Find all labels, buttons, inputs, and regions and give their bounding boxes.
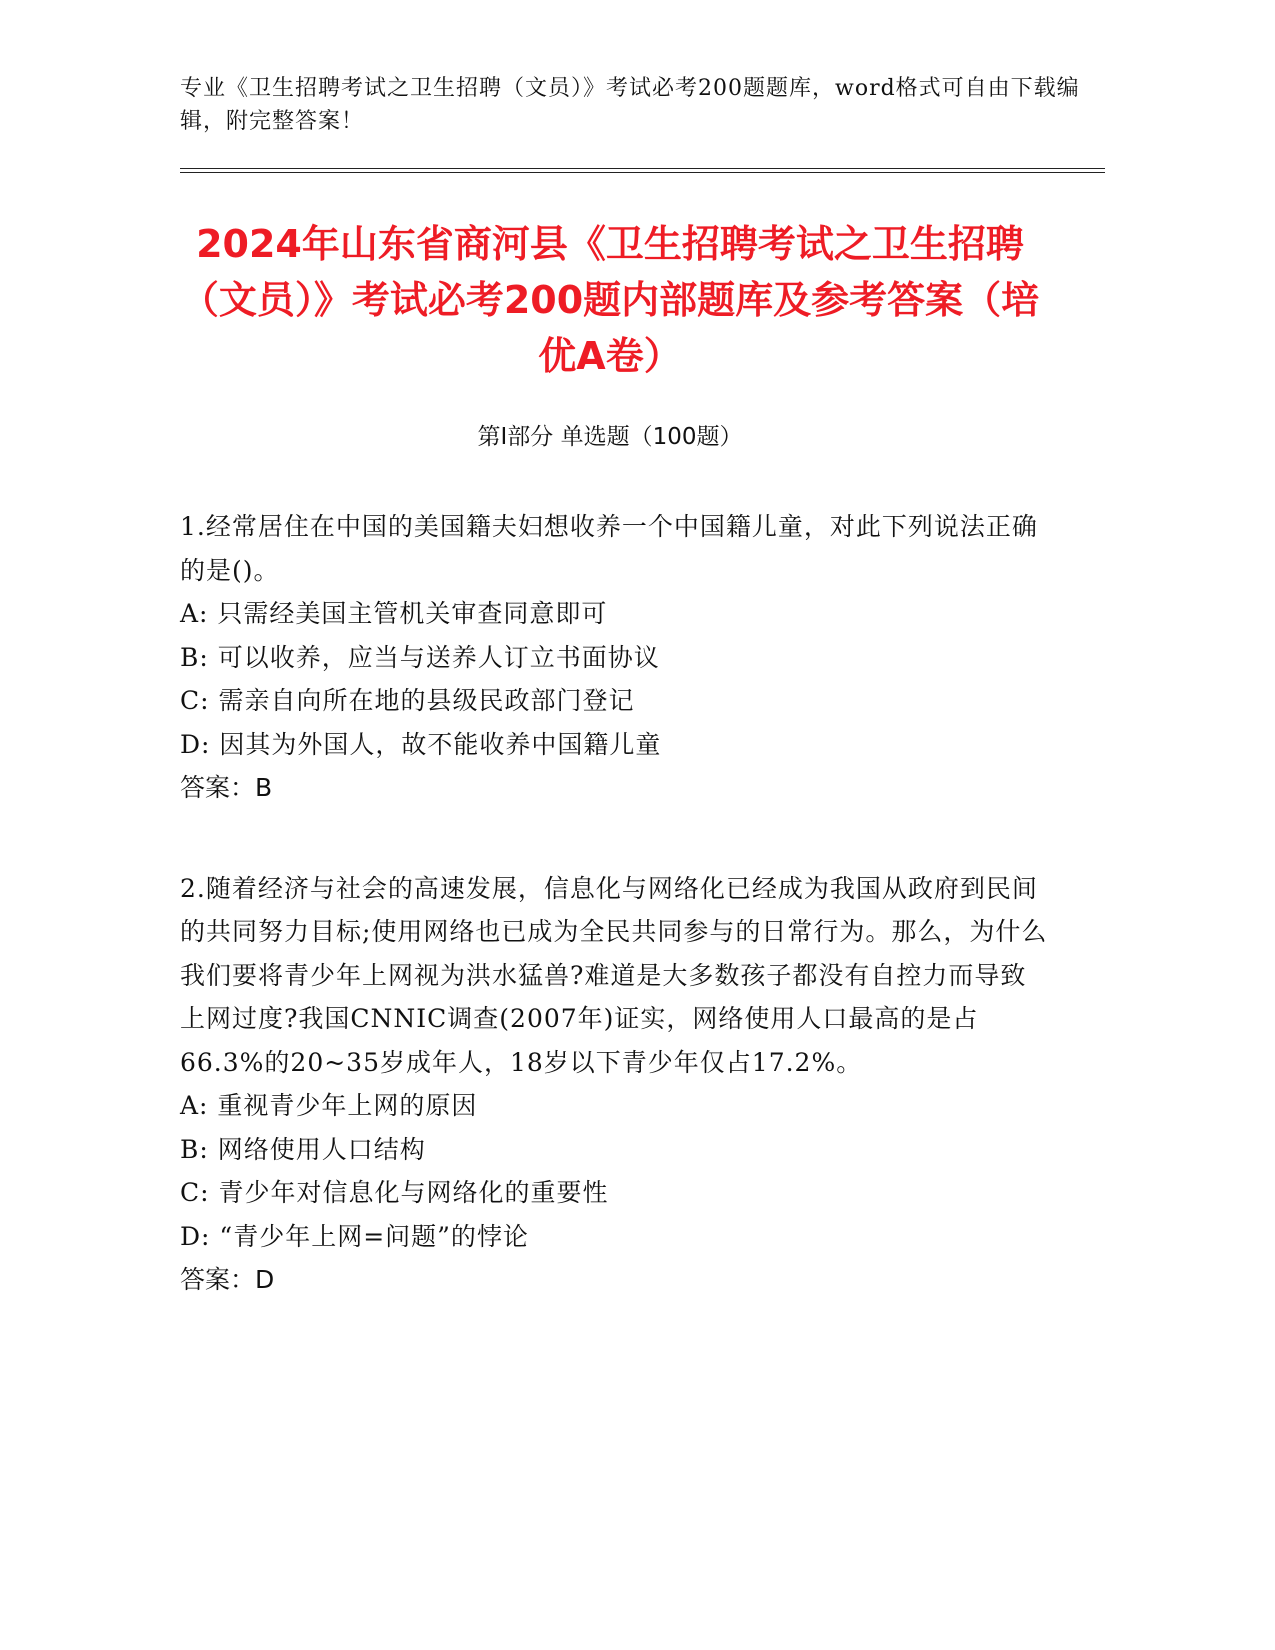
header-note: 专业《卫生招聘考试之卫生招聘（文员）》考试必考200题题库，word格式可自由下载编辑，附完整答案！ (180, 76, 1080, 134)
answer: 答案：D (180, 1265, 275, 1294)
section-heading: 第I部分 单选题（100题） (477, 424, 743, 450)
option-d: D: “青少年上网=问题”的悖论 (180, 1221, 529, 1251)
option-b: B: 可以收养，应当与送养人订立书面协议 (180, 642, 660, 672)
document-title: 2024年山东省商河县《卫生招聘考试之卫生招聘（文员）》考试必考200题内部题库及参考答案（培优A卷） (180, 222, 1040, 378)
header-divider (180, 168, 1105, 173)
question-text: 1.经常居住在中国的美国籍夫妇想收养一个中国籍儿童，对此下列说法正确的是()。 (180, 512, 1038, 585)
question-1 (180, 505, 1050, 810)
option-a: A: 重视青少年上网的原因 (180, 1091, 478, 1120)
question-2 (180, 867, 1050, 1302)
question-text: 2.随着经济与社会的高速发展，信息化与网络化已经成为我国从政府到民间的共同努力目标;使用网络也已成为全民共同参与的日常行为。那么，为什么我们要将青少年上网视为洪水猛兽?难道是大多数孩子都没有自控力而导致上网过度?我国CNNIC调查(2007年)证实，网络使用人口最高的是占66.3%的20~35岁成年人，18岁以下青少年仅占17.2%。 (180, 873, 1048, 1077)
question-list (180, 505, 1050, 1359)
option-c: C: 需亲自向所在地的县级民政部门登记 (180, 686, 635, 715)
option-d: D: 因其为外国人，故不能收养中国籍儿童 (180, 729, 662, 759)
option-b: B: 网络使用人口结构 (180, 1134, 426, 1164)
option-a: A: 只需经美国主管机关审查同意即可 (180, 599, 608, 628)
answer: 答案：B (180, 773, 273, 802)
option-c: C: 青少年对信息化与网络化的重要性 (180, 1178, 609, 1207)
